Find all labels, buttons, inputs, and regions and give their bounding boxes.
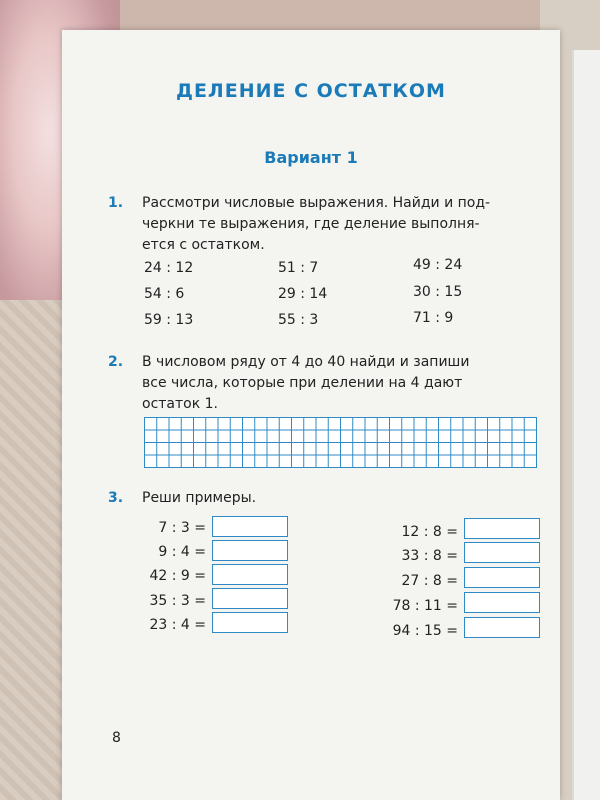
expression[interactable]: 29 : 14 xyxy=(278,286,328,302)
task1-text xyxy=(142,193,540,256)
example-label: 42 : 9 = xyxy=(149,568,206,584)
expression[interactable]: 54 : 6 xyxy=(144,286,185,302)
expression[interactable]: 71 : 9 xyxy=(413,310,454,326)
variant-heading: Вариант 1 xyxy=(264,148,358,167)
next-page-edge xyxy=(572,50,600,800)
answer-grid[interactable] xyxy=(144,417,537,468)
example-label: 27 : 8 = xyxy=(401,573,458,589)
example-label: 23 : 4 = xyxy=(149,617,206,633)
task2-line2: все числа, которые при делении на 4 дают xyxy=(142,375,463,391)
task2-line3: остаток 1. xyxy=(142,396,218,412)
example-label: 78 : 11 = xyxy=(392,598,458,614)
answer-box[interactable] xyxy=(212,588,288,609)
task2-text xyxy=(142,352,540,415)
expression[interactable]: 49 : 24 xyxy=(413,257,463,273)
answer-box[interactable] xyxy=(212,564,288,585)
example-label: 7 : 3 = xyxy=(158,520,206,536)
example-label: 9 : 4 = xyxy=(158,544,206,560)
task1-number: 1. xyxy=(108,195,124,211)
workbook-page xyxy=(62,30,560,800)
task1-line1: Рассмотри числовые выражения. Найди и под- xyxy=(142,195,491,211)
page-number: 8 xyxy=(112,730,121,746)
expression[interactable]: 51 : 7 xyxy=(278,260,319,276)
example-label: 94 : 15 = xyxy=(392,623,458,639)
expression[interactable]: 55 : 3 xyxy=(278,312,319,328)
task2-number: 2. xyxy=(108,354,124,370)
example-label: 33 : 8 = xyxy=(401,548,458,564)
answer-box[interactable] xyxy=(464,592,540,613)
task3-text: Реши примеры. xyxy=(142,490,257,506)
expression[interactable]: 59 : 13 xyxy=(144,312,194,328)
expression[interactable]: 30 : 15 xyxy=(413,284,463,300)
answer-box[interactable] xyxy=(212,540,288,561)
answer-box[interactable] xyxy=(464,617,540,638)
task1-line3: ется с остатком. xyxy=(142,237,265,253)
answer-box[interactable] xyxy=(464,542,540,563)
page-title: ДЕЛЕНИЕ С ОСТАТКОМ xyxy=(176,80,446,102)
answer-box[interactable] xyxy=(464,567,540,588)
expression[interactable]: 24 : 12 xyxy=(144,260,194,276)
task1-line2: черкни те выражения, где деление выполня- xyxy=(142,216,480,232)
task2-line1: В числовом ряду от 4 до 40 найди и запиши xyxy=(142,354,470,370)
task3-number: 3. xyxy=(108,490,124,506)
answer-box[interactable] xyxy=(212,612,288,633)
answer-box[interactable] xyxy=(464,518,540,539)
example-label: 12 : 8 = xyxy=(401,524,458,540)
answer-box[interactable] xyxy=(212,516,288,537)
example-label: 35 : 3 = xyxy=(149,593,206,609)
